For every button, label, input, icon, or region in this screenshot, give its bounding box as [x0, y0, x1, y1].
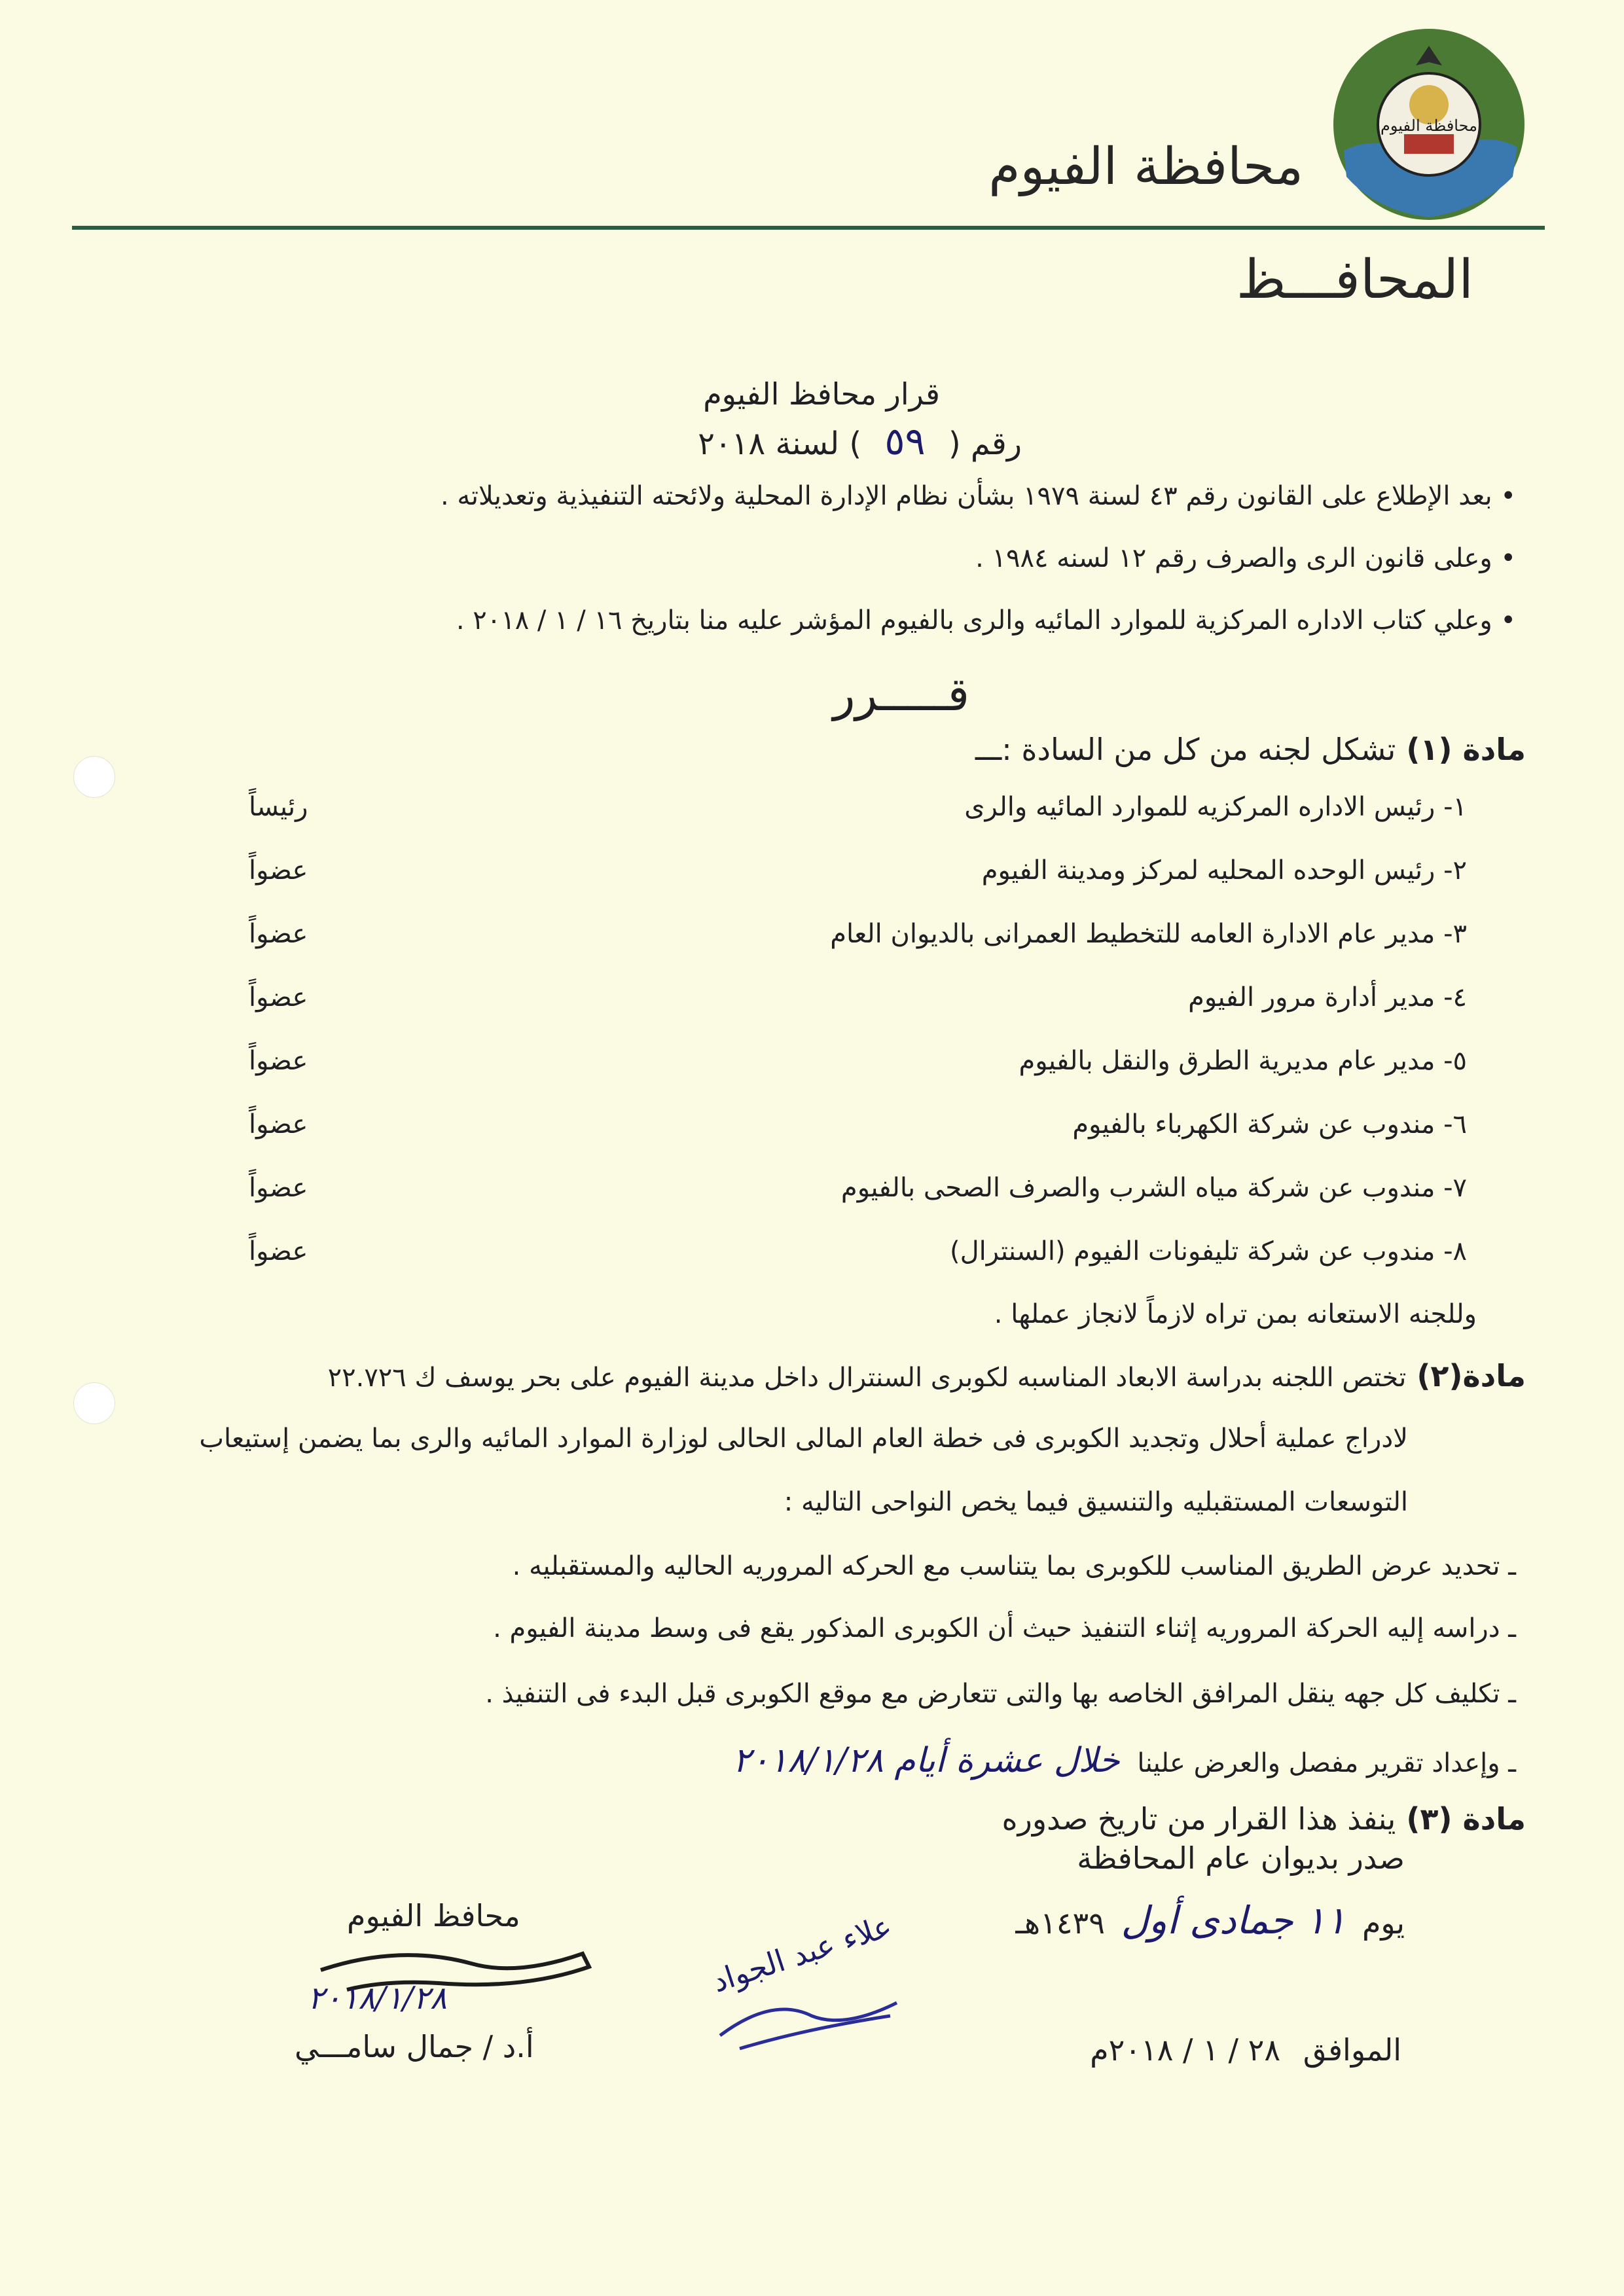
committee-member: ١- رئيس الاداره المركزيه للموارد المائيه والرى: [964, 792, 1467, 822]
member-role: رئيساً: [249, 792, 308, 822]
governor-sign-date: ٢٠١٨/١/٢٨: [308, 1980, 447, 2017]
handwritten-deadline: خلال عشرة أيام ٢٠١٨/١/٢٨: [732, 1741, 1120, 1780]
decree-number-suffix: ) لسنة ٢٠١٨: [698, 425, 862, 462]
committee-note: وللجنه الاستعانه بمن تراه لازماً لانجاز عملها .: [994, 1299, 1477, 1329]
handwritten-hijri-day: ١١ جمادى أول: [1121, 1898, 1346, 1943]
agreed-prefix: الموافق: [1303, 2032, 1401, 2068]
member-role: عضواً: [249, 855, 308, 886]
day-prefix: يوم: [1362, 1905, 1405, 1941]
committee-member: ٧- مندوب عن شركة مياه الشرب والصرف الصحى بالفيوم: [840, 1173, 1467, 1203]
article-2-line2: لادراج عملية أحلال وتجديد الكوبرى فى خطة العام المالى الحالى لوزارة الموارد المائيه والرى بما يضمن إستيعاب: [199, 1424, 1408, 1454]
article-3-text: ينفذ هذا القرار من تاريخ صدوره: [1001, 1801, 1396, 1837]
article-3-heading: [1002, 1801, 1526, 1837]
committee-member: ٤- مدير أدارة مرور الفيوم: [1188, 982, 1467, 1013]
gregorian-date: ٢٨ / ١ / ٢٠١٨م: [1090, 2032, 1281, 2068]
decree-number-prefix: رقم (: [948, 425, 1022, 462]
decree-title: قرار محافظ الفيوم: [703, 376, 940, 412]
article-2-bullet: ـ وإعداد تقرير مفصل والعرض علينا: [1137, 1748, 1516, 1778]
article-1-text: تشكل لجنه من كل من السادة :ـــ: [975, 732, 1396, 767]
governorate-logo: [1331, 26, 1527, 223]
governor-title: محافظ الفيوم: [347, 1898, 520, 1933]
header-divider: [72, 226, 1545, 230]
punch-hole: [73, 1382, 115, 1424]
signature-name: علاء عبد الجواد: [708, 1918, 896, 2000]
gregorian-date-line: [1090, 2032, 1401, 2068]
article-1-heading: [975, 732, 1526, 767]
decides-heading: قـــــرر: [833, 668, 969, 721]
logo-text: محافظة الفيوم: [1380, 117, 1477, 135]
member-role: عضواً: [249, 1236, 308, 1266]
decree-number-line: [698, 419, 1022, 463]
member-role: عضواً: [249, 982, 308, 1013]
office-title: المحافـــظ: [1236, 249, 1473, 311]
official-signature: [674, 1918, 923, 2068]
governorate-name: محافظة الفيوم: [988, 137, 1303, 196]
committee-member: ٢- رئيس الوحده المحليه لمركز ومدينة الفيوم: [981, 855, 1467, 886]
decree-number: ٥٩: [884, 419, 926, 463]
article-2-bullet: ـ تكليف كل جهه ينقل المرافق الخاصه بها والتى تتعارض مع موقع الكوبرى قبل البدء فى التنفيذ .: [485, 1679, 1516, 1709]
issue-day-line: [1015, 1898, 1405, 1943]
member-role: عضواً: [249, 1046, 308, 1076]
preamble-item: • وعلى قانون الرى والصرف رقم ١٢ لسنه ١٩٨٤ .: [975, 543, 1516, 573]
punch-hole: [73, 756, 115, 798]
article-2-bullet-last: [732, 1741, 1516, 1780]
article-1-label: مادة (١): [1406, 732, 1526, 767]
member-role: عضواً: [249, 1173, 308, 1203]
preamble-item: • وعلي كتاب الاداره المركزية للموارد المائيه والرى بالفيوم المؤشر عليه منا بتاريخ ١٦ / ١ / ٢٠١٨ .: [456, 605, 1516, 636]
article-3-label: مادة (٣): [1406, 1801, 1526, 1837]
committee-member: ٣- مدير عام الادارة العامه للتخطيط العمرانى بالديوان العام: [830, 919, 1467, 949]
article-2-bullet: ـ تحديد عرض الطريق المناسب للكوبرى بما يتناسب مع الحركه المروريه الحاليه والمستقبليه .: [512, 1551, 1516, 1581]
committee-member: ٨- مندوب عن شركة تليفونات الفيوم (السنترال): [950, 1236, 1467, 1266]
committee-member: ٦- مندوب عن شركة الكهرباء بالفيوم: [1072, 1109, 1467, 1139]
article-2-label: مادة(٢): [1416, 1358, 1526, 1393]
article-2-line1: تختص اللجنه بدراسة الابعاد المناسبه لكوبرى السنترال داخل مدينة الفيوم على بحر يوسف ك ٢٢.٧٢٦: [327, 1363, 1407, 1393]
article-2-heading: [328, 1358, 1526, 1393]
committee-member: ٥- مدير عام مديرية الطرق والنقل بالفيوم: [1019, 1046, 1467, 1076]
preamble-item: • بعد الإطلاع على القانون رقم ٤٣ لسنة ١٩٧٩ بشأن نظام الإدارة المحلية ولائحته التنفيذية وتعديلاته .: [440, 481, 1516, 511]
article-2-line3: التوسعات المستقبليه والتنسيق فيما يخص النواحى التاليه :: [784, 1487, 1408, 1517]
governor-name: أ.د / جمال سامـــي: [295, 2029, 534, 2064]
article-2-bullet: ـ دراسه إليه الحركة المروريه إثناء التنفيذ حيث أن الكوبرى المذكور يقع فى وسط مدينة الفيوم .: [493, 1613, 1516, 1643]
member-role: عضواً: [249, 1109, 308, 1139]
member-role: عضواً: [249, 919, 308, 949]
issued-at: صدر بديوان عام المحافظة: [1077, 1840, 1405, 1876]
hijri-year: ١٤٣٩هـ: [1015, 1905, 1105, 1941]
